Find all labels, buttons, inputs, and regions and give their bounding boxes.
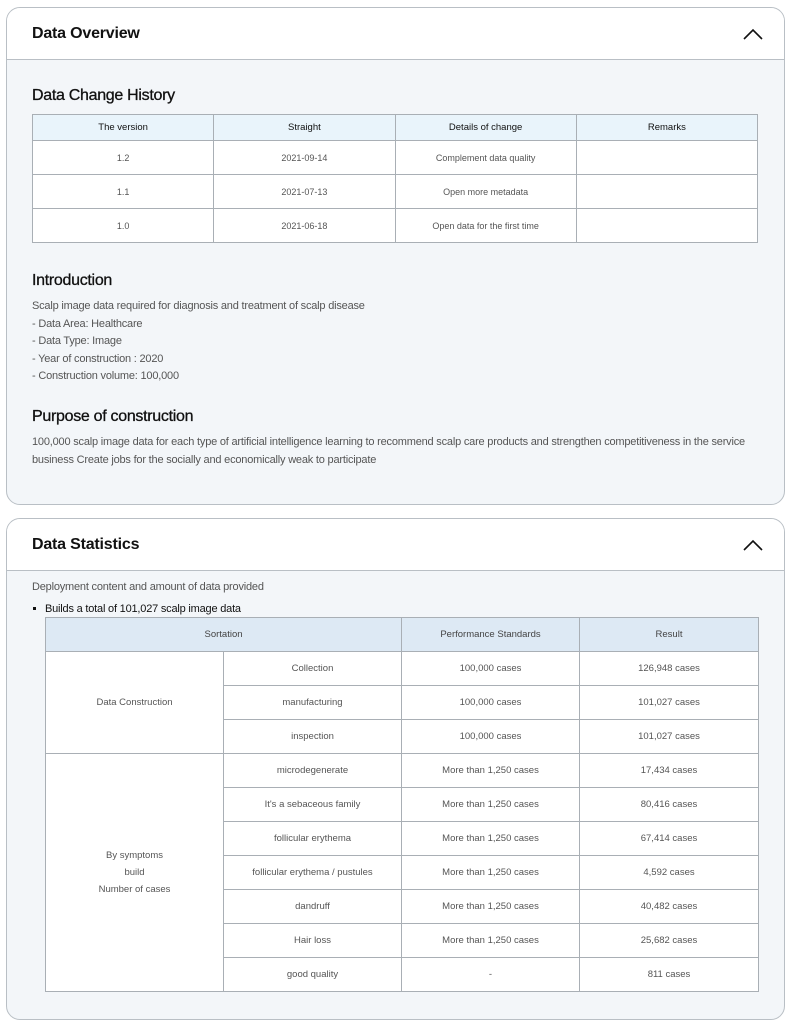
panel-title: Data Statistics xyxy=(32,535,140,553)
result-cell: 40,482 cases xyxy=(580,889,759,923)
group-label-line: build xyxy=(124,866,145,878)
item-cell: follicular erythema xyxy=(224,821,402,855)
standard-cell: More than 1,250 cases xyxy=(402,855,580,889)
table-row xyxy=(33,209,758,243)
date-cell: 2021-09-14 xyxy=(214,141,395,175)
date-cell: 2021-06-18 xyxy=(214,209,395,243)
item-cell: good quality xyxy=(224,957,402,991)
remarks-cell xyxy=(576,209,757,243)
section-title-introduction: Introduction xyxy=(32,272,113,289)
data-overview-header[interactable] xyxy=(7,8,784,60)
bullet-item xyxy=(32,603,759,615)
intro-line: Scalp image data required for diagnosis and treatment of scalp disease xyxy=(32,300,365,312)
intro-line: - Construction volume: 100,000 xyxy=(32,370,179,383)
table-row xyxy=(46,753,759,787)
result-cell: 17,434 cases xyxy=(580,753,759,787)
item-cell: Collection xyxy=(224,651,402,685)
table-header-row xyxy=(33,115,758,141)
result-cell: 101,027 cases xyxy=(580,685,759,719)
result-cell: 101,027 cases xyxy=(580,719,759,753)
standard-cell: More than 1,250 cases xyxy=(402,889,580,923)
result-cell: 811 cases xyxy=(580,957,759,991)
chevron-up-icon[interactable] xyxy=(742,27,764,41)
table-row xyxy=(33,141,758,175)
remarks-cell xyxy=(576,141,757,175)
bullet-icon xyxy=(33,607,36,610)
bullet-text: Builds a total of 101,027 scalp image data xyxy=(45,602,241,615)
column-header: Sortation xyxy=(46,617,402,651)
change-history-table xyxy=(32,114,758,243)
column-header: Result xyxy=(580,617,759,651)
column-header: Performance Standards xyxy=(402,617,580,651)
standard-cell: More than 1,250 cases xyxy=(402,821,580,855)
version-cell: 1.2 xyxy=(33,141,214,175)
data-overview-panel xyxy=(6,7,785,505)
table-header-row xyxy=(46,617,759,651)
statistics-table xyxy=(45,617,759,992)
introduction-text xyxy=(32,298,759,386)
item-cell: It's a sebaceous family xyxy=(224,787,402,821)
panel-title: Data Overview xyxy=(32,24,140,42)
section-title-purpose: Purpose of construction xyxy=(32,407,194,425)
result-cell: 80,416 cases xyxy=(580,787,759,821)
item-cell: inspection xyxy=(224,719,402,753)
table-row xyxy=(33,175,758,209)
standard-cell: 100,000 cases xyxy=(402,685,580,719)
standard-cell: 100,000 cases xyxy=(402,651,580,685)
intro-line: - Data Type: Image xyxy=(32,335,122,348)
purpose-text: 100,000 scalp image data for each type of artificial intelligence learning to recommend scalp care products and strengthen competitiveness in the service business Create jobs for the socially and economically weak to participate xyxy=(32,435,745,466)
date-cell: 2021-07-13 xyxy=(214,175,395,209)
result-cell: 4,592 cases xyxy=(580,855,759,889)
intro-line: - Data Area: Healthcare xyxy=(32,317,143,330)
result-cell: 25,682 cases xyxy=(580,923,759,957)
item-cell: Hair loss xyxy=(224,923,402,957)
group-label-cell xyxy=(46,753,224,991)
result-cell: 67,414 cases xyxy=(580,821,759,855)
group-label-line: Number of cases xyxy=(98,883,171,895)
item-cell: dandruff xyxy=(224,889,402,923)
result-cell: 126,948 cases xyxy=(580,651,759,685)
group-label-line: By symptoms xyxy=(105,849,163,861)
table-row xyxy=(46,651,759,685)
statistics-subtitle: Deployment content and amount of data provided xyxy=(32,581,264,593)
column-header: Straight xyxy=(214,115,395,141)
standard-cell: More than 1,250 cases xyxy=(402,787,580,821)
item-cell: follicular erythema / pustules xyxy=(224,855,402,889)
details-cell: Open data for the first time xyxy=(395,209,576,243)
group-label-cell: Data Construction xyxy=(46,651,224,753)
section-title-change-history: Data Change History xyxy=(32,87,175,104)
data-statistics-header[interactable] xyxy=(7,519,784,571)
item-cell: manufacturing xyxy=(224,685,402,719)
standard-cell: More than 1,250 cases xyxy=(402,753,580,787)
intro-line: - Year of construction : 2020 xyxy=(32,352,164,365)
standard-cell: 100,000 cases xyxy=(402,719,580,753)
column-header: The version xyxy=(33,115,214,141)
standard-cell: - xyxy=(402,957,580,991)
chevron-up-icon[interactable] xyxy=(742,538,764,552)
column-header: Details of change xyxy=(395,115,576,141)
standard-cell: More than 1,250 cases xyxy=(402,923,580,957)
version-cell: 1.1 xyxy=(33,175,214,209)
data-statistics-panel xyxy=(6,518,785,1020)
version-cell: 1.0 xyxy=(33,209,214,243)
column-header: Remarks xyxy=(576,115,757,141)
remarks-cell xyxy=(576,175,757,209)
item-cell: microdegenerate xyxy=(224,753,402,787)
details-cell: Complement data quality xyxy=(395,141,576,175)
details-cell: Open more metadata xyxy=(395,175,576,209)
